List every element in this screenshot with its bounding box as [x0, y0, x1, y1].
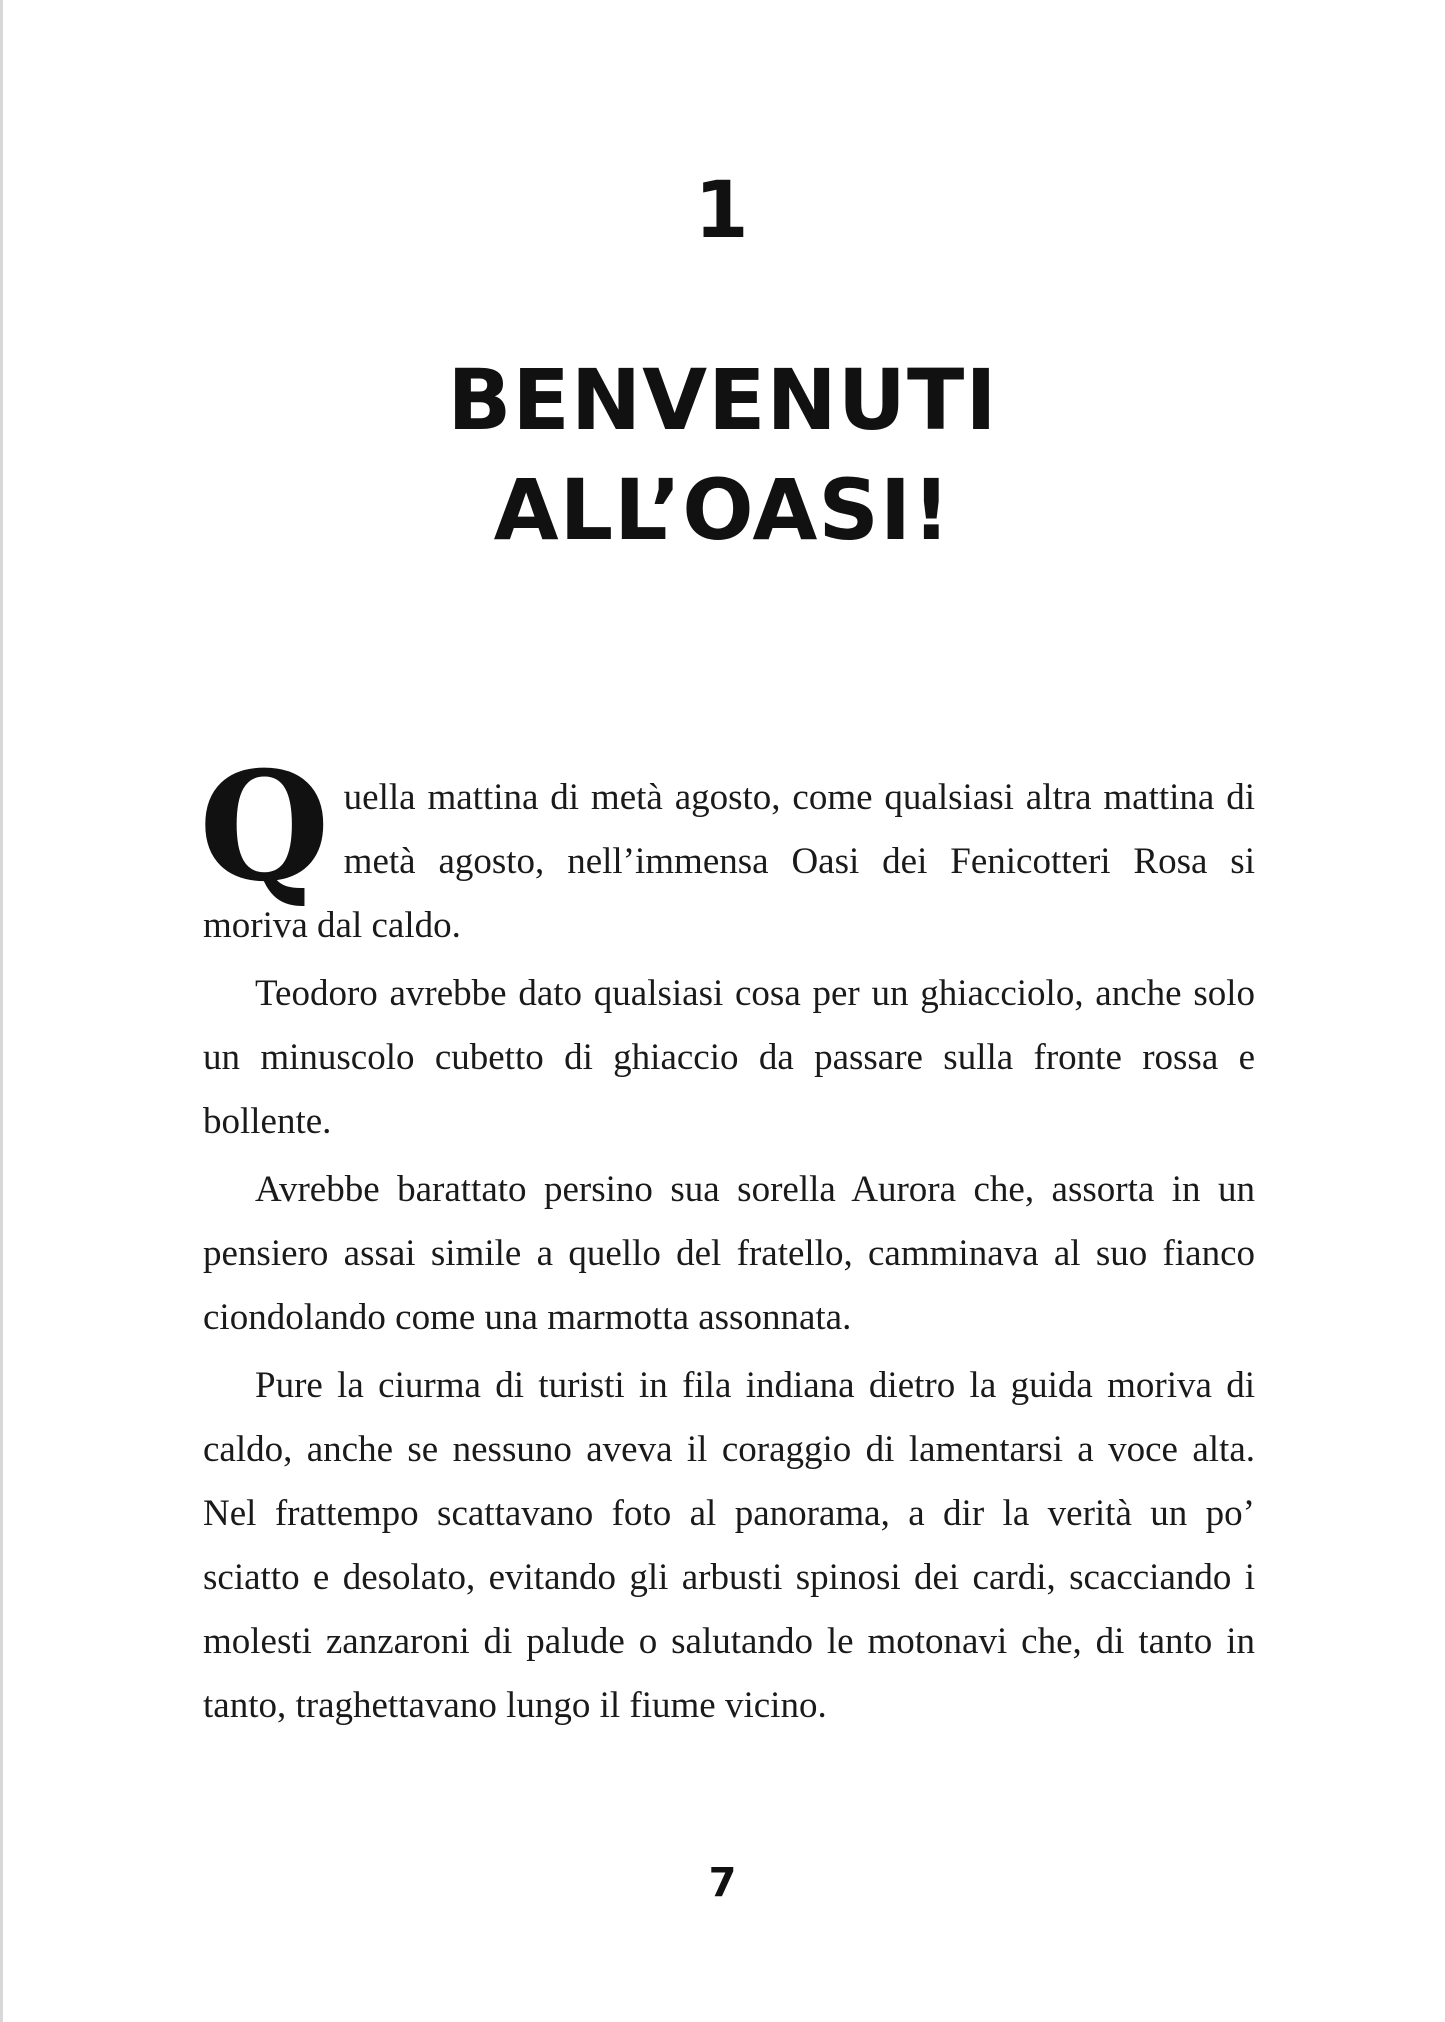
page-edge: [0, 0, 3, 2022]
chapter-title-line: BENVENUTI: [447, 351, 998, 449]
paragraph: Pure la ciurma di turisti in fila indiana dietro la guida moriva di caldo, anche se nessuno aveva il coraggio di lamentarsi a voce alta. Nel frattempo scattavano foto al panorama, a dir la verità un po’ sciatto e desolato, evitando gli arbusti spinosi dei cardi, scacciando i molesti zanzaroni di palude o salutando le motonavi che, di tanto in tanto, traghettavano lungo il fiume vicino.: [203, 1365, 1255, 1726]
paragraph-text: uella mattina di metà agosto, come qualsiasi altra mattina di metà agosto, nell’immensa Oasi dei Fenicotteri Rosa si moriva dal caldo.: [203, 777, 1255, 946]
chapter-body: [199, 739, 1255, 1742]
chapter-title: [0, 345, 1445, 565]
paragraph: [199, 739, 1255, 958]
drop-cap: Q: [199, 739, 330, 915]
chapter-title-line: ALL’OASI!: [493, 461, 952, 559]
paragraph: Avrebbe barattato persino sua sorella Aurora che, assorta in un pensiero assai simile a quello del fratello, camminava al suo fianco ciondolando come una marmotta assonnata.: [203, 1169, 1255, 1338]
paragraph: Teodoro avrebbe dato qualsiasi cosa per un ghiacciolo, anche solo un minuscolo cubetto di ghiaccio da passare sulla fronte rossa e bollente.: [203, 973, 1255, 1142]
chapter-number: 1: [694, 166, 751, 256]
page-number: 7: [708, 1860, 737, 1906]
